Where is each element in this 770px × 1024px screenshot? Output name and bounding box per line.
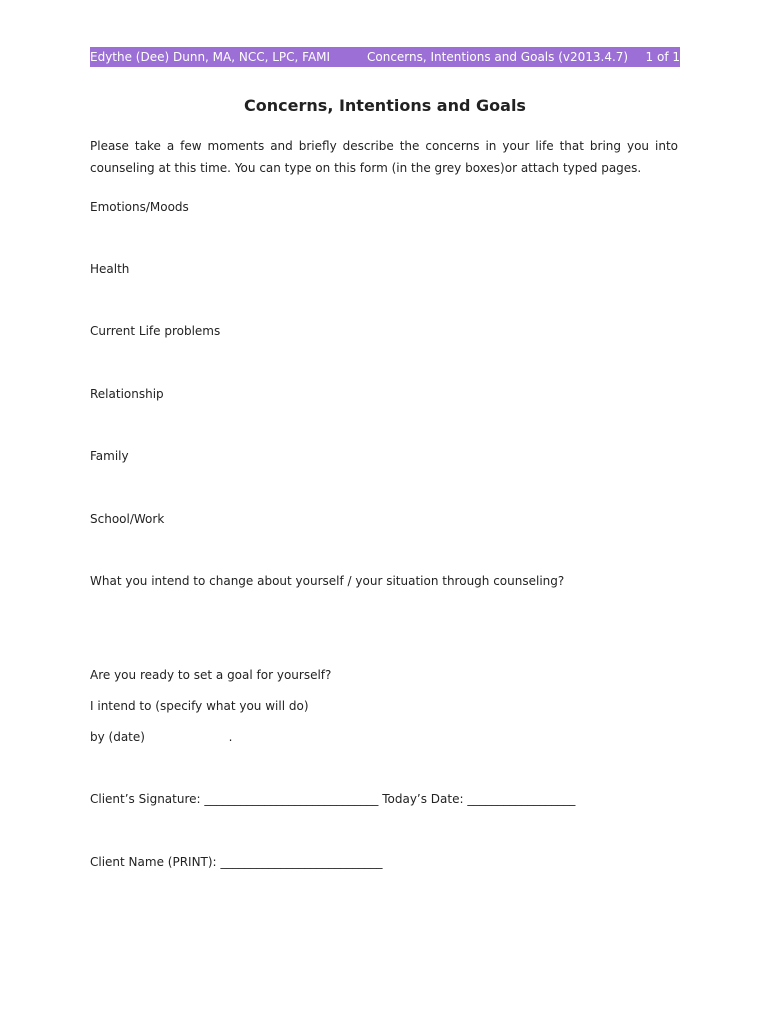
todays-date-line[interactable]: __________________ [467,792,576,806]
page-title: Concerns, Intentions and Goals [244,96,526,115]
date-end-mark: . [228,730,233,744]
client-signature-label: Client’s Signature: [90,792,201,806]
school-work-label: School/Work [90,512,165,526]
header-author: Edythe (Dee) Dunn, MA, NCC, LPC, FAMI [90,50,331,64]
intend-label: I intend to (specify what you will do) [90,699,309,713]
date-label: by (date) [90,730,145,744]
relationship-label: Relationship [90,387,164,401]
client-name-row [90,855,382,869]
header-document-title: Concerns, Intentions and Goals (v2013.4.7) [367,50,629,64]
client-name-label: Client Name (PRINT): [90,855,217,869]
client-name-line[interactable]: ___________________________ [220,855,383,869]
intention-question: What you intend to change about yourself / your situation through counseling? [90,574,565,588]
client-signature-line[interactable]: _____________________________ [204,792,379,806]
emotions-label: Emotions/Moods [90,200,189,214]
family-label: Family [90,449,129,463]
goal-question: Are you ready to set a goal for yourself? [90,668,332,682]
health-label: Health [90,262,130,276]
life-problems-label: Current Life problems [90,324,221,338]
date-row [90,730,232,744]
intro-paragraph: Please take a few moments and briefly describe the concerns in your life that bring you into counseling at this time. You can type on this form (in the grey boxes)or attach typed pages. [90,139,678,175]
page-header [90,47,680,67]
signature-row [90,792,575,806]
todays-date-label: Today’s Date: [382,792,464,806]
header-page-number: 1 of 1 [645,50,680,64]
